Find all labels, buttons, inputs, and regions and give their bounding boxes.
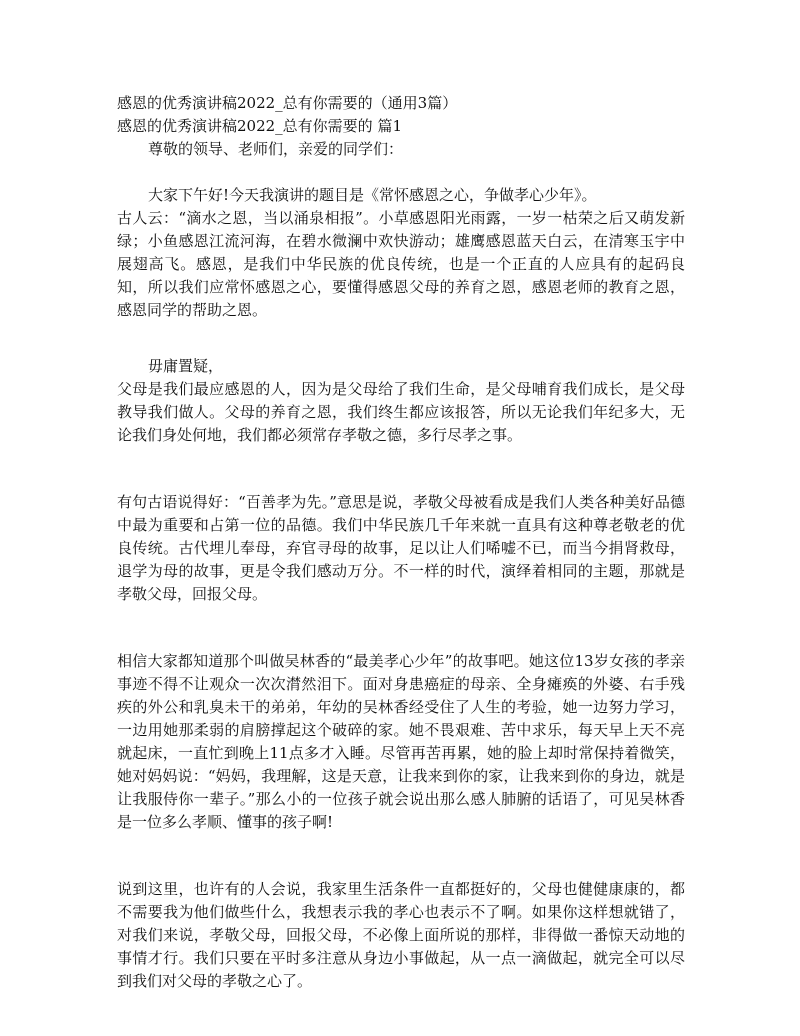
paragraph-filial-piety: 有句古语说得好：“百善孝为先。”意思是说，孝敬父母被看成是我们人类各种美好品德中最为重要和占第一位的品德。我们中华民族几千年来就一直具有这种尊老敬老的优良传统。古代埋儿奉母，弃官寻母的故事，足以让人们唏嘘不已，而当今捐肾救母，退学为母的故事，更是令我们感动万分。不一样的时代，演绎着相同的主题，那就是孝敬父母，回报父母。 [117, 493, 685, 603]
document-title: 感恩的优秀演讲稿2022_总有你需要的（通用3篇） [117, 94, 458, 112]
section-title: 感恩的优秀演讲稿2022_总有你需要的 篇1 [117, 117, 402, 135]
greeting: 尊敬的领导、老师们，亲爱的同学们： [148, 140, 404, 158]
paragraph-story: 相信大家都知道那个叫做吴林香的“最美孝心少年”的故事吧。她这位13岁女孩的孝亲事迹不得不让观众一次次潸然泪下。面对身患癌症的母亲、全身瘫痪的外婆、右手残疾的外公和乳臭未干的弟弟，年幼的吴林香经受住了人生的考验，她一边努力学习，一边用她那柔弱的肩膀撑起这个破碎的家。她不畏艰难、苦中求乐，每天早上天不亮就起床，一直忙到晚上11点多才入睡。尽管再苦再累，她的脸上却时常保持着微笑，她对妈妈说：“妈妈，我理解，这是天意，让我来到你的家，让我来到你的身边，就是让我服侍你一辈子。”那么小的一位孩子就会说出那么感人肺腑的话语了，可见吴林香是一位多么孝顺、懂事的孩子啊! [117, 652, 685, 831]
paragraph-conclusion: 说到这里，也许有的人会说，我家里生活条件一直都挺好的，父母也健健康康的，都不需要我为他们做些什么，我想表示我的孝心也表示不了啊。如果你这样想就错了，对我们来说，孝敬父母，回报父母，不必像上面所说的那样，非得做一番惊天动地的事情才行。我们只要在平时多注意从身边小事做起，从一点一滴做起，就完全可以尽到我们对父母的孝敬之心了。 [117, 880, 685, 990]
paragraph-ancient-saying: 古人云：“滴水之恩，当以涌泉相报”。小草感恩阳光雨露，一岁一枯荣之后又萌发新绿；小鱼感恩江流河海，在碧水微澜中欢快游动；雄鹰感恩蓝天白云，在清寒玉宇中展翅高飞。感恩，是我们中华民族的优良传统，也是一个正直的人应具有的起码良知，所以我们应常怀感恩之心，要懂得感恩父母的养育之恩，感恩老师的教育之恩，感恩同学的帮助之恩。 [117, 209, 685, 319]
paragraph-lead: 毋庸置疑， [148, 357, 224, 375]
paragraph-parents: 父母是我们最应感恩的人，因为是父母给了我们生命，是父母哺育我们成长，是父母教导我们做人。父母的养育之恩，我们终生都应该报答，所以无论我们年纪多大，无论我们身处何地，我们都必须常存孝敬之德，多行尽孝之事。 [117, 380, 685, 444]
document-page [117, 92, 685, 993]
intro-paragraph: 大家下午好!今天我演讲的题目是《常怀感恩之心，争做孝心少年》。 [148, 186, 597, 204]
